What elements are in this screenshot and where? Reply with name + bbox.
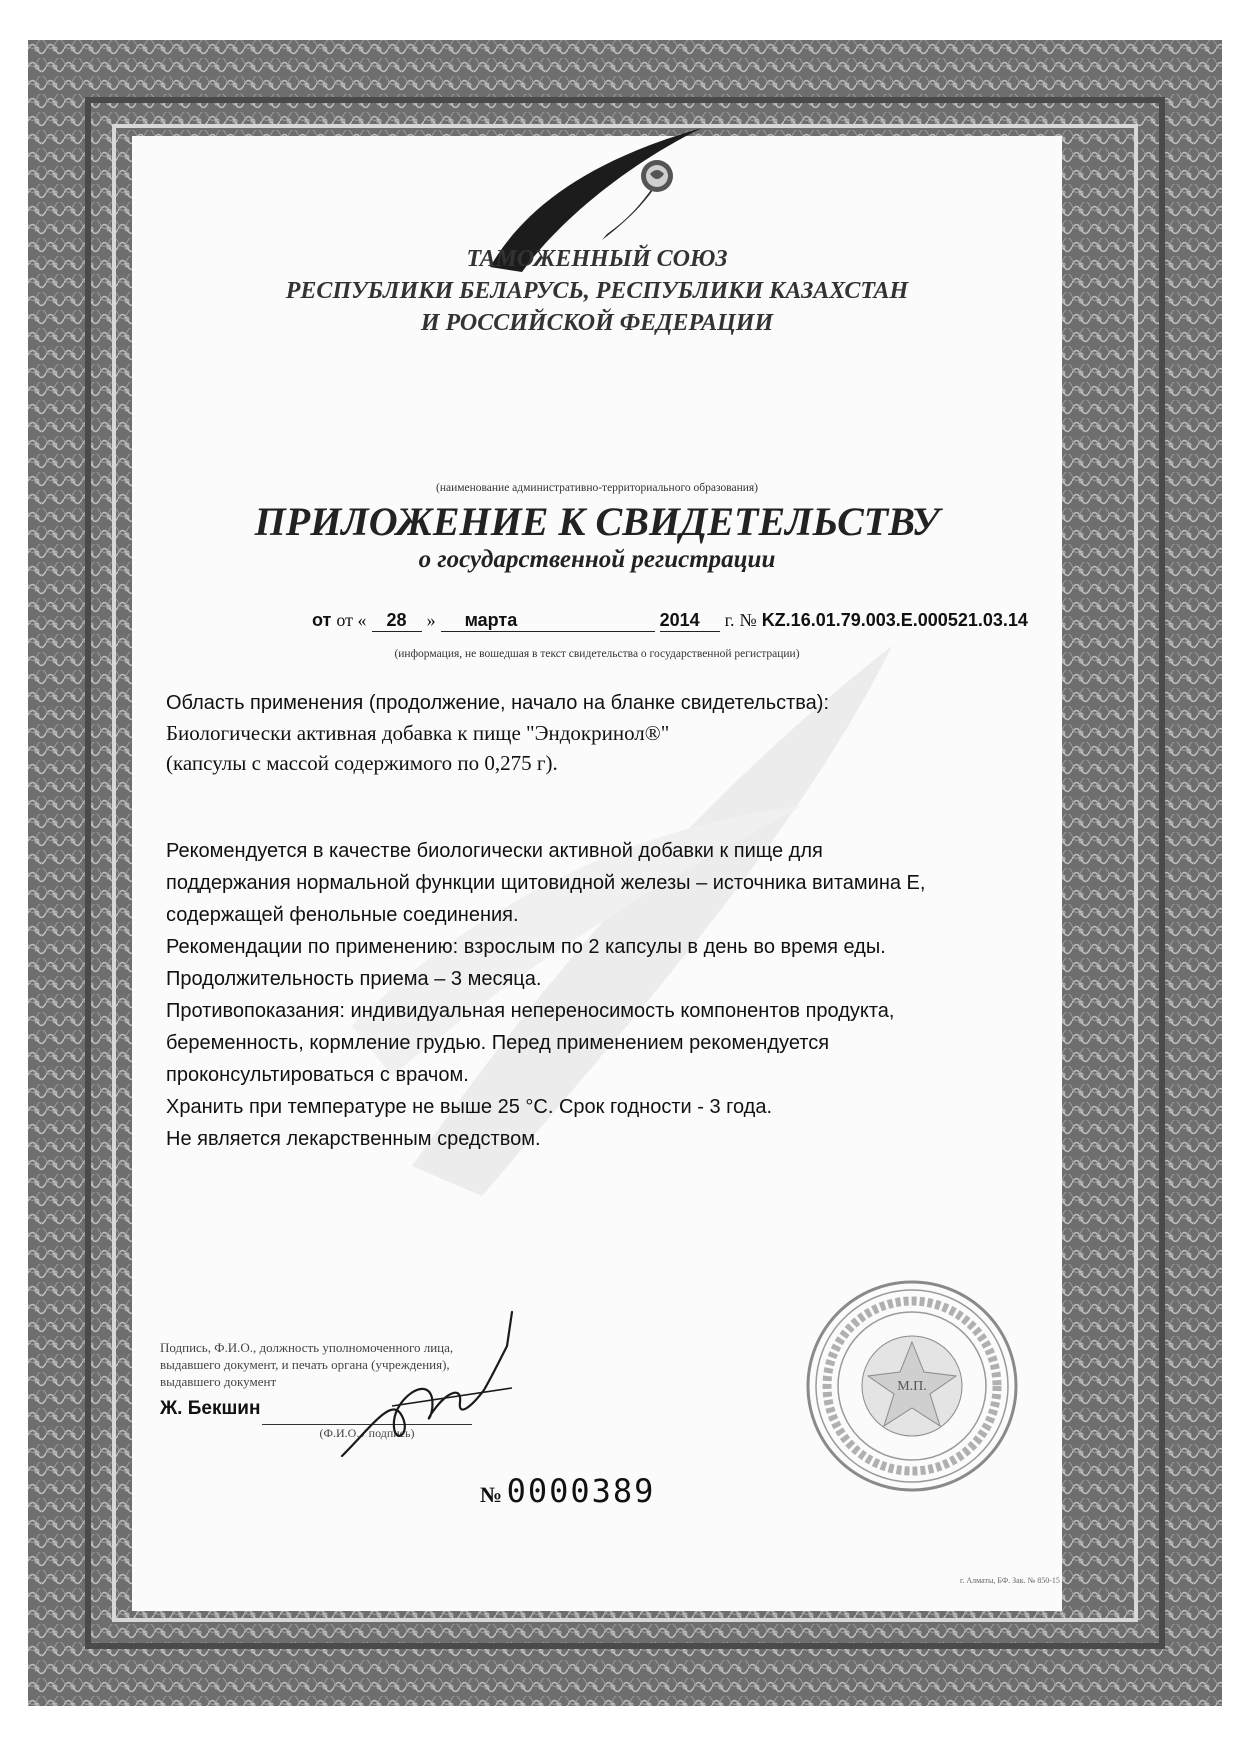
printer-note: г. Алматы, БФ. Зак. № 850-15 [960, 1576, 1060, 1585]
number-sign: № [739, 610, 757, 630]
date-caption: (информация, не вошедшая в текст свидетельства о государственной регистрации) [394, 648, 800, 660]
registration-number: KZ.16.01.79.003.E.000521.03.14 [761, 610, 1028, 630]
admin-unit-caption: (наименование административно-территориального образования) [435, 482, 759, 494]
signature-caption-1: Подпись, Ф.И.О., должность уполномоченного лица, [160, 1340, 454, 1355]
detail-line: Противопоказания: индивидуальная непереносимость компонентов продукта, [166, 1000, 895, 1022]
detail-line: беременность, кормление грудью. Перед применением рекомендуется [166, 1032, 830, 1054]
detail-line: содержащей фенольные соединения. [166, 904, 519, 926]
name-caption: (Ф.И.О. / подпись) [319, 1426, 415, 1440]
form-number-sign: № [480, 1482, 503, 1507]
date-line [312, 610, 1028, 632]
detail-line: Рекомендуется в качестве биологически активной добавки к пище для [166, 840, 823, 862]
detail-line: Хранить при температуре не выше 25 °С. Срок годности - 3 года. [166, 1096, 773, 1118]
detail-line: поддержания нормальной функции щитовидной железы – источника витамина Е, [166, 872, 926, 894]
date-prefix-printed: от « [336, 610, 367, 630]
scope-line-1: Область применения (продолжение, начало на бланке свидетельства): [166, 692, 830, 714]
date-year-suffix: г. [724, 610, 735, 630]
document-sheet [132, 136, 1062, 1611]
date-day-close: » [426, 610, 436, 630]
form-number [480, 1472, 655, 1510]
handwritten-signature [332, 1306, 532, 1466]
scope-line-2: Биологически активная добавка к пище "Эндокринол®" [166, 721, 670, 745]
document-title: ПРИЛОЖЕНИЕ К СВИДЕТЕЛЬСТВУ [254, 499, 940, 544]
date-year: 2014 [660, 610, 720, 632]
form-number-value: 0000389 [506, 1472, 656, 1510]
org-line-2: РЕСПУБЛИКИ БЕЛАРУСЬ, РЕСПУБЛИКИ КАЗАХСТАН [285, 278, 909, 304]
date-prefix-typed: от [312, 610, 332, 630]
official-seal [802, 1276, 1022, 1496]
scope-line-3: (капсулы с массой содержимого по 0,275 г). [166, 751, 558, 775]
date-month: марта [441, 610, 655, 632]
signature-caption-3: выдавшего документ [160, 1374, 277, 1389]
document-subtitle: о государственной регистрации [418, 546, 776, 573]
detail-line: Продолжительность приема – 3 месяца. [166, 968, 542, 990]
org-line-3: И РОССИЙСКОЙ ФЕДЕРАЦИИ [420, 310, 774, 336]
signature-caption-2: выдавшего документ, и печать органа (учреждения), [160, 1357, 450, 1372]
detail-line: Рекомендации по применению: взрослым по 2 капсулы в день во время еды. [166, 936, 886, 958]
date-day: 28 [372, 610, 422, 632]
signer-name: Ж. Бекшин [160, 1398, 261, 1419]
org-line-1: ТАМОЖЕННЫЙ СОЮЗ [466, 246, 728, 272]
detail-line: проконсультироваться с врачом. [166, 1064, 469, 1086]
detail-line: Не является лекарственным средством. [166, 1128, 541, 1150]
seal-center-label: М.П. [897, 1379, 927, 1394]
